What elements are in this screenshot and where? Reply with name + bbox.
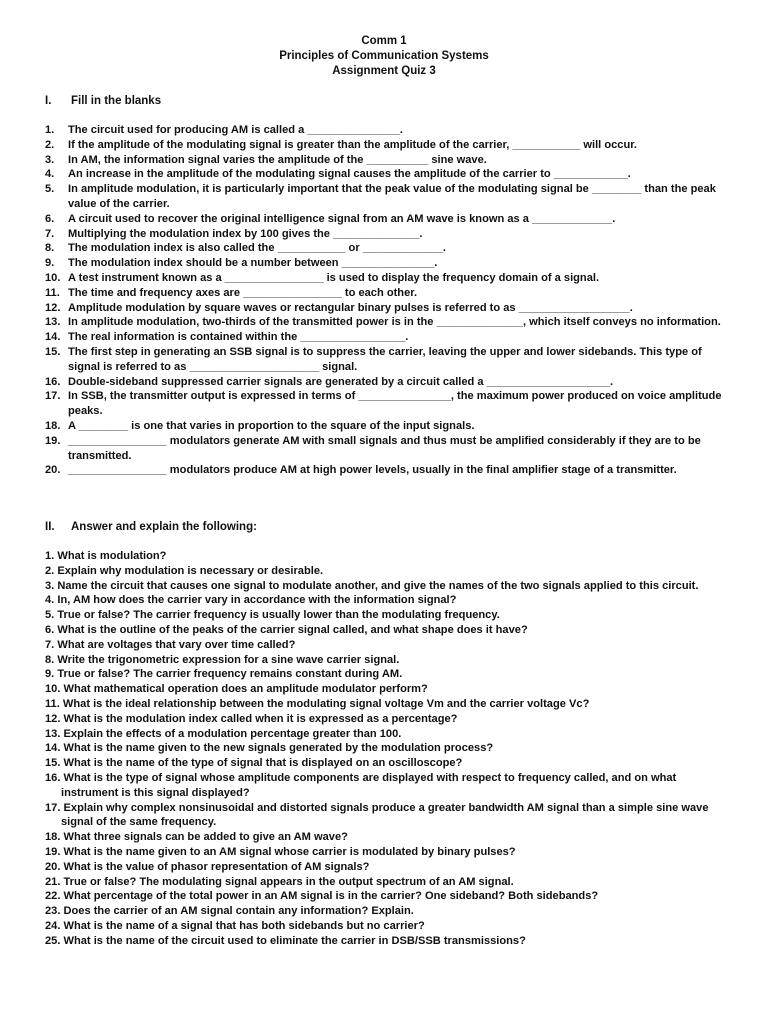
question-number: 8. <box>45 242 55 255</box>
question-number: 8. <box>45 653 55 666</box>
short-answer-question <box>45 756 725 771</box>
course-code: Comm 1 <box>361 35 407 47</box>
question-number: 11. <box>45 697 60 710</box>
question-text: What is the type of signal whose amplitude components are displayed with respect to frequency called, and on what instrument is this signal displayed? <box>61 771 677 799</box>
question-number: 14. <box>45 742 61 755</box>
question-text: In amplitude modulation, two-thirds of the transmitted power is in the ______________, which itself conveys no information. <box>68 316 721 329</box>
question-number: 14. <box>45 331 61 344</box>
assignment-title: Assignment Quiz 3 <box>332 65 436 77</box>
question-text: True or false? The carrier frequency is usually lower than the modulating frequency. <box>57 609 500 622</box>
question-text: In amplitude modulation, it is particularly important that the peak value of the modulating signal be ________ than the peak value of the carrier. <box>68 183 716 210</box>
question-text: Multiplying the modulation index by 100 gives the ______________. <box>68 227 423 240</box>
question-number: 20. <box>45 464 61 477</box>
question-number: 11. <box>45 286 60 299</box>
section-2-heading <box>45 520 257 534</box>
question-text: What is the name of a signal that has both sidebands but no carrier? <box>63 919 425 932</box>
fill-in-blank-question <box>45 241 725 256</box>
question-number: 12. <box>45 301 61 314</box>
short-answer-question <box>45 697 725 712</box>
question-text: What is the name of the type of signal that is displayed on an oscilloscope? <box>63 757 463 770</box>
fill-in-blank-question <box>45 389 725 419</box>
question-text: ________________ modulators generate AM with small signals and thus must be amplified considerably if they are to be transmitted. <box>68 434 701 462</box>
fill-in-blank-question <box>45 167 725 182</box>
fill-in-blank-question <box>45 123 725 138</box>
short-answer-question <box>45 741 725 756</box>
question-number: 9. <box>45 668 55 681</box>
fill-in-blank-question <box>45 153 725 168</box>
question-text: In SSB, the transmitter output is expressed in terms of _______________, the maximum power produced on voice amplitude peaks. <box>68 390 722 418</box>
question-text: The circuit used for producing AM is called a _______________. <box>68 124 404 136</box>
fill-in-blank-question <box>45 286 725 301</box>
question-text: What are voltages that vary over time called? <box>57 638 296 651</box>
question-text: What mathematical operation does an amplitude modulator perform? <box>63 683 428 696</box>
question-text: An increase in the amplitude of the modulating signal causes the amplitude of the carrier to ____________. <box>68 168 631 181</box>
question-number: 25. <box>45 934 61 947</box>
short-answer-question <box>45 727 725 742</box>
question-number: 9. <box>45 257 55 270</box>
question-number: 23. <box>45 905 61 918</box>
question-number: 6. <box>45 623 55 636</box>
question-text: What three signals can be added to give an AM wave? <box>63 831 348 844</box>
fill-in-blanks-list <box>45 123 725 478</box>
question-text: Does the carrier of an AM signal contain any information? Explain. <box>63 905 414 918</box>
question-number: 12. <box>45 712 61 725</box>
question-number: 20. <box>45 860 61 873</box>
question-text: True or false? The carrier frequency remains constant during AM. <box>57 668 403 681</box>
short-answer-question <box>45 919 725 934</box>
question-text: Explain the effects of a modulation percentage greater than 100. <box>63 727 402 740</box>
question-text: What is the ideal relationship between the modulating signal voltage Vm and the carrier voltage Vc? <box>62 697 590 710</box>
question-text: In, AM how does the carrier vary in accordance with the information signal? <box>57 594 457 607</box>
question-number: 18. <box>45 419 61 432</box>
question-text: A ________ is one that varies in proportion to the square of the input signals. <box>68 419 475 432</box>
question-number: 21. <box>45 875 61 888</box>
question-number: 7. <box>45 227 55 240</box>
question-number: 19. <box>45 434 61 447</box>
short-answer-question <box>45 845 725 860</box>
question-number: 13. <box>45 316 61 329</box>
fill-in-blank-question <box>45 227 725 242</box>
question-number: 17. <box>45 390 61 403</box>
fill-in-blank-question <box>45 330 725 345</box>
short-answer-question <box>45 771 725 801</box>
fill-in-blank-question <box>45 271 725 286</box>
question-text: Double-sideband suppressed carrier signals are generated by a circuit called a ____________________. <box>68 375 614 388</box>
fill-in-blank-question <box>45 182 725 212</box>
question-number: 2. <box>45 138 55 151</box>
question-number: 16. <box>45 375 61 388</box>
question-text: What percentage of the total power in an AM signal is in the carrier? One sideband? Both sidebands? <box>63 890 599 903</box>
section-2-title: Answer and explain the following: <box>71 521 257 533</box>
question-text: What is the name given to an AM signal whose carrier is modulated by binary pulses? <box>63 845 516 858</box>
question-number: 1. <box>45 550 55 562</box>
short-answer-question <box>45 875 725 890</box>
question-number: 16. <box>45 771 61 784</box>
short-answer-question <box>45 593 725 608</box>
fill-in-blank-question <box>45 212 725 227</box>
question-text: The time and frequency axes are ________________ to each other. <box>68 286 418 299</box>
question-number: 15. <box>45 757 61 770</box>
question-number: 5. <box>45 183 55 196</box>
short-answer-question <box>45 801 725 831</box>
short-answer-question <box>45 712 725 727</box>
answer-explain-list <box>45 549 725 949</box>
section-1-heading <box>45 94 161 108</box>
short-answer-question <box>45 608 725 623</box>
fill-in-blank-question <box>45 345 725 375</box>
short-answer-question <box>45 638 725 653</box>
short-answer-question <box>45 623 725 638</box>
question-number: 7. <box>45 638 55 651</box>
question-text: ________________ modulators produce AM at high power levels, usually in the final amplifier stage of a transmitter. <box>68 464 677 477</box>
short-answer-question <box>45 667 725 682</box>
question-text: If the amplitude of the modulating signal is greater than the amplitude of the carrier, ___________ will occur. <box>68 138 638 151</box>
section-1-number: I. <box>45 95 52 107</box>
question-number: 10. <box>45 271 61 284</box>
question-text: The first step in generating an SSB signal is to suppress the carrier, leaving the upper and lower sidebands. This type of signal is referred to as _____________________ signal. <box>68 345 702 373</box>
question-text: What is the modulation index called when it is expressed as a percentage? <box>63 712 458 725</box>
course-title: Principles of Communication Systems <box>279 50 489 62</box>
question-text: What is the outline of the peaks of the carrier signal called, and what shape does it have? <box>57 623 528 636</box>
question-number: 3. <box>45 579 55 592</box>
short-answer-question <box>45 904 725 919</box>
question-number: 1. <box>45 124 55 136</box>
fill-in-blank-question <box>45 419 725 434</box>
question-text: Explain why modulation is necessary or desirable. <box>57 564 324 577</box>
question-text: A circuit used to recover the original intelligence signal from an AM wave is known as a _____________. <box>68 212 616 225</box>
question-number: 4. <box>45 168 55 181</box>
question-text: Write the trigonometric expression for a sine wave carrier signal. <box>57 653 400 666</box>
question-text: The real information is contained within the _________________. <box>68 331 409 344</box>
short-answer-question <box>45 934 725 949</box>
short-answer-question <box>45 682 725 697</box>
short-answer-question <box>45 889 725 904</box>
fill-in-blank-question <box>45 375 725 390</box>
question-number: 15. <box>45 345 61 358</box>
question-number: 5. <box>45 609 55 622</box>
question-text: A test instrument known as a ________________ is used to display the frequency domain of a signal. <box>68 271 600 284</box>
question-text: The modulation index should be a number between _______________. <box>68 257 438 270</box>
question-text: What is the name of the circuit used to eliminate the carrier in DSB/SSB transmissions? <box>63 934 526 947</box>
question-number: 13. <box>45 727 61 740</box>
short-answer-question <box>45 564 725 579</box>
question-text: What is modulation? <box>57 550 167 562</box>
section-2-number: II. <box>45 521 55 533</box>
question-number: 6. <box>45 212 55 225</box>
fill-in-blank-question <box>45 434 725 464</box>
question-number: 22. <box>45 890 61 903</box>
fill-in-blank-question <box>45 256 725 271</box>
question-number: 3. <box>45 153 55 166</box>
question-number: 4. <box>45 594 55 607</box>
question-text: What is the value of phasor representation of AM signals? <box>63 860 370 873</box>
question-text: Explain why complex nonsinusoidal and distorted signals produce a greater bandwidth AM signal than a simple sine wave signal of the same frequency. <box>61 801 709 829</box>
question-text: In AM, the information signal varies the amplitude of the __________ sine wave. <box>68 153 487 166</box>
short-answer-question <box>45 653 725 668</box>
short-answer-question <box>45 860 725 875</box>
question-number: 2. <box>45 564 55 577</box>
question-number: 19. <box>45 845 61 858</box>
question-text: Name the circuit that causes one signal to modulate another, and give the names of the two signals applied to this circuit. <box>57 579 699 592</box>
question-number: 18. <box>45 831 61 844</box>
fill-in-blank-question <box>45 138 725 153</box>
question-text: What is the name given to the new signals generated by the modulation process? <box>63 742 494 755</box>
question-number: 17. <box>45 801 61 814</box>
short-answer-question <box>45 549 725 564</box>
document-header <box>0 34 768 79</box>
question-text: Amplitude modulation by square waves or rectangular binary pulses is referred to as __________________. <box>68 301 633 314</box>
fill-in-blank-question <box>45 315 725 330</box>
fill-in-blank-question <box>45 463 725 478</box>
section-1-title: Fill in the blanks <box>71 95 162 107</box>
fill-in-blank-question <box>45 301 725 316</box>
question-text: True or false? The modulating signal appears in the output spectrum of an AM signal. <box>63 875 514 888</box>
short-answer-question <box>45 830 725 845</box>
question-text: The modulation index is also called the ___________ or _____________. <box>68 242 447 255</box>
short-answer-question <box>45 579 725 594</box>
question-number: 10. <box>45 683 61 696</box>
question-number: 24. <box>45 919 61 932</box>
